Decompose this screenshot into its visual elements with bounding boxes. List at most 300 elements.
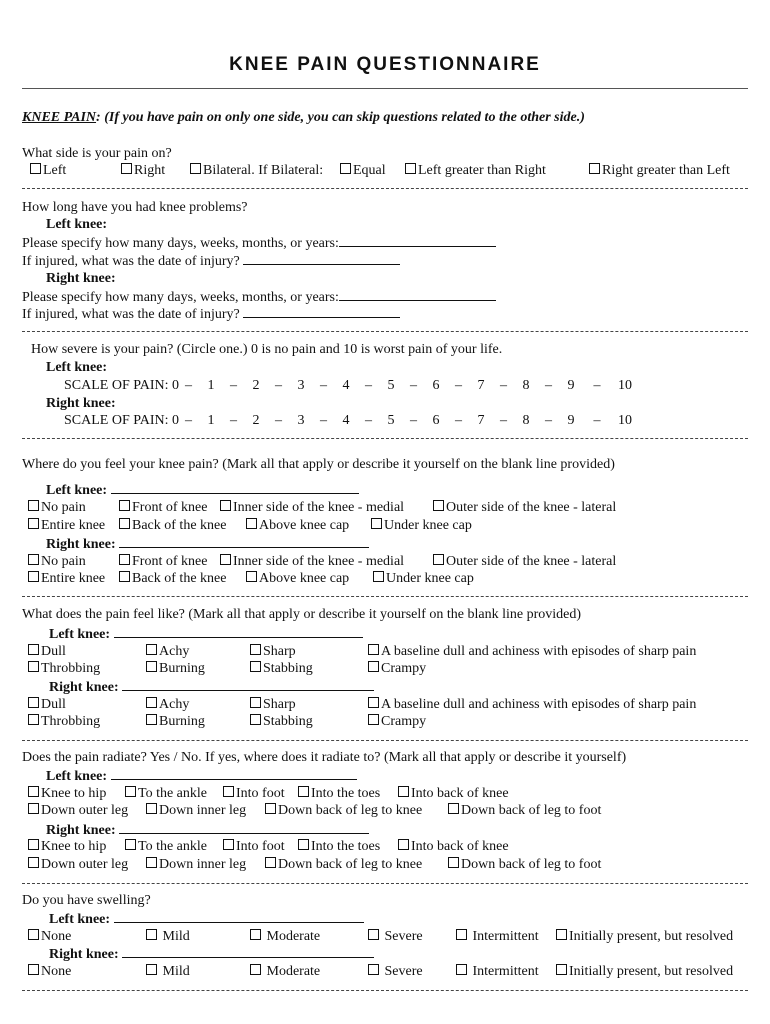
option-label: Stabbing bbox=[263, 661, 313, 676]
checkbox[interactable] bbox=[146, 661, 157, 672]
feel-left-row bbox=[49, 625, 363, 643]
duration-question: How long have you had knee problems? bbox=[22, 200, 248, 215]
option-label: Into foot bbox=[236, 839, 285, 854]
option-label: Down back of leg to knee bbox=[278, 857, 423, 872]
side-left-checkbox[interactable] bbox=[30, 163, 41, 174]
radiate-right-outer-leg[interactable] bbox=[28, 856, 128, 873]
option-label: Throbbing bbox=[41, 714, 101, 729]
option-label: Sharp bbox=[263, 697, 296, 712]
checkbox[interactable] bbox=[250, 929, 261, 940]
option-label: Into the toes bbox=[311, 839, 381, 854]
scale-sep: – bbox=[500, 413, 508, 428]
option-label: Entire knee bbox=[41, 571, 106, 586]
checkbox[interactable] bbox=[28, 661, 39, 672]
duration-left-injury-field[interactable] bbox=[243, 252, 400, 265]
option-label: Down outer leg bbox=[41, 857, 129, 872]
option-label: Above knee cap bbox=[259, 571, 350, 586]
side-right-greater-checkbox[interactable] bbox=[589, 163, 600, 174]
duration-left-injury bbox=[22, 252, 400, 270]
location-right-above[interactable] bbox=[246, 570, 349, 587]
option-label: Outer side of the knee - lateral bbox=[446, 554, 617, 569]
scale-sep: – bbox=[593, 378, 601, 393]
scale-5[interactable]: 5 bbox=[387, 413, 395, 428]
radiate-left-row bbox=[46, 767, 357, 785]
checkbox[interactable] bbox=[119, 518, 130, 529]
checkbox[interactable] bbox=[298, 839, 309, 850]
swelling-left-moderate[interactable] bbox=[250, 928, 320, 945]
swelling-left-mild[interactable] bbox=[146, 928, 190, 945]
swelling-left-field[interactable] bbox=[114, 910, 364, 923]
radiate-right-foot[interactable] bbox=[223, 838, 285, 855]
intro-text: : (If you have pain on only one side, you can skip questions related to the other side.) bbox=[96, 110, 585, 125]
checkbox[interactable] bbox=[119, 554, 130, 565]
option-label: Throbbing bbox=[41, 661, 101, 676]
radiate-right-back-to-foot[interactable] bbox=[448, 856, 601, 873]
scale-sep: – bbox=[230, 413, 238, 428]
feel-right-burning[interactable] bbox=[146, 713, 205, 730]
checkbox[interactable] bbox=[368, 714, 379, 725]
radiate-left-hip[interactable] bbox=[28, 785, 106, 802]
checkbox[interactable] bbox=[223, 786, 234, 797]
option-label: A baseline dull and achiness with episodes of sharp pain bbox=[381, 644, 697, 659]
swelling-right-moderate[interactable] bbox=[250, 963, 320, 980]
divider bbox=[22, 331, 748, 332]
scale-9[interactable]: 9 bbox=[567, 413, 575, 428]
checkbox[interactable] bbox=[119, 571, 130, 582]
side-bilateral-option[interactable] bbox=[190, 162, 323, 179]
title-rule bbox=[22, 88, 748, 89]
checkbox[interactable] bbox=[456, 929, 467, 940]
side-equal-option[interactable] bbox=[340, 162, 386, 179]
location-right-label: Right knee: bbox=[46, 537, 116, 552]
option-label: Down inner leg bbox=[159, 803, 247, 818]
option-label: To the ankle bbox=[138, 839, 207, 854]
location-left-entire[interactable] bbox=[28, 517, 105, 534]
scale-sep: – bbox=[545, 413, 553, 428]
swelling-right-intermittent[interactable] bbox=[456, 963, 539, 980]
side-left-greater-label: Left greater than Right bbox=[418, 163, 546, 178]
divider bbox=[22, 740, 748, 741]
scale-label: SCALE OF PAIN: 0 bbox=[64, 413, 180, 428]
side-equal-checkbox[interactable] bbox=[340, 163, 351, 174]
side-left-greater-checkbox[interactable] bbox=[405, 163, 416, 174]
radiate-right-inner-leg[interactable] bbox=[146, 856, 246, 873]
scale-3[interactable]: 3 bbox=[297, 413, 305, 428]
radiate-right-field[interactable] bbox=[119, 821, 369, 834]
feel-left-sharp[interactable] bbox=[250, 643, 296, 660]
radiate-question: Does the pain radiate? Yes / No. If yes, where does it radiate to? (Mark all that apply or describe it yourself) bbox=[22, 750, 627, 765]
feel-right-label: Right knee: bbox=[49, 680, 119, 695]
scale-10[interactable]: 10 bbox=[618, 413, 633, 428]
checkbox[interactable] bbox=[368, 964, 379, 975]
side-right-greater-label: Right greater than Left bbox=[602, 163, 730, 178]
option-label: Knee to hip bbox=[41, 839, 107, 854]
option-label: Burning bbox=[159, 661, 205, 676]
scale-sep: – bbox=[593, 413, 601, 428]
side-right-greater-option[interactable] bbox=[589, 162, 730, 179]
feel-right-field[interactable] bbox=[122, 678, 374, 691]
option-label: To the ankle bbox=[138, 786, 207, 801]
location-left-above[interactable] bbox=[246, 517, 349, 534]
swelling-question: Do you have swelling? bbox=[22, 893, 151, 908]
swelling-left-none[interactable] bbox=[28, 928, 71, 945]
side-question: What side is your pain on? bbox=[22, 146, 172, 161]
option-label: Outer side of the knee - lateral bbox=[446, 500, 617, 515]
checkbox[interactable] bbox=[371, 518, 382, 529]
location-right-inner[interactable] bbox=[220, 553, 404, 570]
option-label: Intermittent bbox=[472, 929, 539, 944]
checkbox[interactable] bbox=[28, 714, 39, 725]
option-label: Burning bbox=[159, 714, 205, 729]
scale-sep: – bbox=[185, 413, 193, 428]
checkbox[interactable] bbox=[373, 571, 384, 582]
option-label: None bbox=[41, 964, 72, 979]
option-label: Knee to hip bbox=[41, 786, 107, 801]
scale-sep: – bbox=[230, 378, 238, 393]
checkbox[interactable] bbox=[28, 857, 39, 868]
radiate-left-back-knee[interactable] bbox=[398, 785, 509, 802]
scale-6[interactable]: 6 bbox=[432, 413, 440, 428]
duration-left-label: Left knee: bbox=[46, 217, 108, 232]
scale-sep: – bbox=[365, 378, 373, 393]
swelling-right-none[interactable] bbox=[28, 963, 71, 980]
option-label: Crampy bbox=[381, 661, 427, 676]
option-label: Front of knee bbox=[132, 554, 208, 569]
option-label: Dull bbox=[41, 644, 66, 659]
swelling-left-initially[interactable] bbox=[556, 928, 733, 945]
checkbox[interactable] bbox=[398, 786, 409, 797]
side-left-option[interactable] bbox=[30, 162, 66, 179]
option-label: Back of the knee bbox=[132, 518, 227, 533]
radiate-left-ankle[interactable] bbox=[125, 785, 207, 802]
checkbox[interactable] bbox=[28, 500, 39, 511]
radiate-left-outer-leg[interactable] bbox=[28, 802, 128, 819]
checkbox[interactable] bbox=[146, 964, 157, 975]
location-question: Where do you feel your knee pain? (Mark all that apply or describe it yourself on the blank line provided) bbox=[22, 457, 615, 472]
option-label: Severe bbox=[384, 929, 423, 944]
checkbox[interactable] bbox=[125, 786, 136, 797]
scale-1[interactable]: 1 bbox=[207, 413, 215, 428]
swelling-right-severe[interactable] bbox=[368, 963, 423, 980]
checkbox[interactable] bbox=[28, 786, 39, 797]
severity-left-scale[interactable] bbox=[64, 377, 640, 394]
checkbox[interactable] bbox=[28, 839, 39, 850]
side-bilateral-checkbox[interactable] bbox=[190, 163, 201, 174]
checkbox[interactable] bbox=[265, 857, 276, 868]
checkbox[interactable] bbox=[556, 929, 567, 940]
checkbox[interactable] bbox=[246, 571, 257, 582]
swelling-right-initially[interactable] bbox=[556, 963, 733, 980]
checkbox[interactable] bbox=[368, 661, 379, 672]
side-bilateral-label: Bilateral. If Bilateral: bbox=[203, 163, 324, 178]
checkbox[interactable] bbox=[246, 518, 257, 529]
checkbox[interactable] bbox=[220, 500, 231, 511]
option-label: Moderate bbox=[266, 964, 321, 979]
location-left-field[interactable] bbox=[111, 481, 359, 494]
feel-right-stabbing[interactable] bbox=[250, 713, 313, 730]
checkbox[interactable] bbox=[265, 803, 276, 814]
checkbox[interactable] bbox=[368, 929, 379, 940]
scale-sep: – bbox=[320, 413, 328, 428]
checkbox[interactable] bbox=[250, 697, 261, 708]
option-label: Inner side of the knee - medial bbox=[233, 554, 405, 569]
feel-right-row bbox=[49, 678, 374, 696]
duration-left-specify bbox=[22, 234, 496, 252]
feel-right-throbbing[interactable] bbox=[28, 713, 100, 730]
duration-right-injury-field[interactable] bbox=[243, 305, 400, 318]
scale-7[interactable]: 7 bbox=[477, 413, 485, 428]
intro bbox=[22, 109, 585, 126]
scale-sep: – bbox=[275, 413, 283, 428]
feel-right-sharp[interactable] bbox=[250, 696, 296, 713]
option-label: Down inner leg bbox=[159, 857, 247, 872]
option-label: Achy bbox=[159, 697, 190, 712]
radiate-left-inner-leg[interactable] bbox=[146, 802, 246, 819]
option-label: No pain bbox=[41, 554, 86, 569]
option-label: Into back of knee bbox=[411, 786, 509, 801]
checkbox[interactable] bbox=[433, 500, 444, 511]
checkbox[interactable] bbox=[28, 929, 39, 940]
scale-sep: – bbox=[455, 378, 463, 393]
checkbox[interactable] bbox=[28, 554, 39, 565]
option-label: Front of knee bbox=[132, 500, 208, 515]
scale-6[interactable]: 6 bbox=[432, 378, 440, 393]
divider bbox=[22, 883, 748, 884]
swelling-right-mild[interactable] bbox=[146, 963, 190, 980]
location-right-field[interactable] bbox=[119, 535, 369, 548]
divider bbox=[22, 188, 748, 189]
feel-right-dull[interactable] bbox=[28, 696, 66, 713]
location-left-back[interactable] bbox=[119, 517, 226, 534]
radiate-right-label: Right knee: bbox=[46, 823, 116, 838]
feel-left-achy[interactable] bbox=[146, 643, 189, 660]
duration-right-injury bbox=[22, 305, 400, 323]
checkbox[interactable] bbox=[368, 644, 379, 655]
location-right-front[interactable] bbox=[119, 553, 207, 570]
feel-left-dull[interactable] bbox=[28, 643, 66, 660]
radiate-left-back-to-foot[interactable] bbox=[448, 802, 601, 819]
option-label: Sharp bbox=[263, 644, 296, 659]
feel-left-stabbing[interactable] bbox=[250, 660, 313, 677]
radiate-right-back-to-knee[interactable] bbox=[265, 856, 422, 873]
location-right-outer[interactable] bbox=[433, 553, 616, 570]
checkbox[interactable] bbox=[146, 929, 157, 940]
checkbox[interactable] bbox=[448, 857, 459, 868]
duration-specify-text: Please specify how many days, weeks, months, or years: bbox=[22, 290, 339, 305]
scale-sep: – bbox=[320, 378, 328, 393]
feel-right-crampy[interactable] bbox=[368, 713, 426, 730]
duration-right-specify bbox=[22, 288, 496, 306]
duration-left-specify-field[interactable] bbox=[339, 234, 496, 247]
checkbox[interactable] bbox=[28, 803, 39, 814]
location-left-under[interactable] bbox=[371, 517, 472, 534]
feel-right-achy[interactable] bbox=[146, 696, 189, 713]
location-right-under[interactable] bbox=[373, 570, 474, 587]
swelling-right-field[interactable] bbox=[122, 945, 374, 958]
scale-2[interactable]: 2 bbox=[252, 413, 260, 428]
swelling-left-label: Left knee: bbox=[49, 912, 111, 927]
option-label: Intermittent bbox=[472, 964, 539, 979]
scale-sep: – bbox=[185, 378, 193, 393]
option-label: Into the toes bbox=[311, 786, 381, 801]
scale-label: SCALE OF PAIN: 0 bbox=[64, 378, 180, 393]
checkbox[interactable] bbox=[250, 661, 261, 672]
checkbox[interactable] bbox=[28, 644, 39, 655]
checkbox[interactable] bbox=[368, 697, 379, 708]
scale-sep: – bbox=[275, 378, 283, 393]
option-label: Down back of leg to foot bbox=[461, 803, 602, 818]
radiate-right-hip[interactable] bbox=[28, 838, 106, 855]
scale-9[interactable]: 9 bbox=[567, 378, 575, 393]
feel-left-throbbing[interactable] bbox=[28, 660, 100, 677]
radiate-right-ankle[interactable] bbox=[125, 838, 207, 855]
radiate-left-toes[interactable] bbox=[298, 785, 380, 802]
location-left-inner[interactable] bbox=[220, 499, 404, 516]
side-right-label: Right bbox=[134, 163, 166, 178]
feel-question: What does the pain feel like? (Mark all that apply or describe it yourself on the blank line provided) bbox=[22, 607, 582, 622]
option-label: Initially present, but resolved bbox=[569, 929, 734, 944]
location-right-no-pain[interactable] bbox=[28, 553, 86, 570]
duration-injury-text: If injured, what was the date of injury? bbox=[22, 307, 240, 322]
scale-sep: – bbox=[365, 413, 373, 428]
radiate-right-toes[interactable] bbox=[298, 838, 380, 855]
side-equal-label: Equal bbox=[353, 163, 386, 178]
checkbox[interactable] bbox=[433, 554, 444, 565]
feel-left-burning[interactable] bbox=[146, 660, 205, 677]
option-label: Initially present, but resolved bbox=[569, 964, 734, 979]
swelling-right-label: Right knee: bbox=[49, 947, 119, 962]
side-left-greater-option[interactable] bbox=[405, 162, 546, 179]
duration-right-label: Right knee: bbox=[46, 271, 116, 286]
option-label: Inner side of the knee - medial bbox=[233, 500, 405, 515]
checkbox[interactable] bbox=[220, 554, 231, 565]
severity-left-label: Left knee: bbox=[46, 360, 108, 375]
side-right-option[interactable] bbox=[121, 162, 165, 179]
checkbox[interactable] bbox=[146, 697, 157, 708]
severity-question: How severe is your pain? (Circle one.) 0 is no pain and 10 is worst pain of your life. bbox=[31, 342, 503, 357]
swelling-right-row bbox=[49, 945, 374, 963]
location-right-entire[interactable] bbox=[28, 570, 105, 587]
checkbox[interactable] bbox=[146, 714, 157, 725]
scale-1[interactable]: 1 bbox=[207, 378, 215, 393]
location-left-no-pain[interactable] bbox=[28, 499, 86, 516]
option-label: Down back of leg to knee bbox=[278, 803, 423, 818]
option-label: Down outer leg bbox=[41, 803, 129, 818]
severity-right-scale[interactable] bbox=[64, 412, 640, 429]
swelling-left-intermittent[interactable] bbox=[456, 928, 539, 945]
page-title: KNEE PAIN QUESTIONNAIRE bbox=[229, 54, 541, 75]
checkbox[interactable] bbox=[28, 518, 39, 529]
feel-left-label: Left knee: bbox=[49, 627, 111, 642]
checkbox[interactable] bbox=[28, 697, 39, 708]
scale-sep: – bbox=[455, 413, 463, 428]
option-label: Severe bbox=[384, 964, 423, 979]
option-label: Into foot bbox=[236, 786, 285, 801]
checkbox[interactable] bbox=[146, 803, 157, 814]
scale-sep: – bbox=[410, 413, 418, 428]
radiate-left-field[interactable] bbox=[111, 767, 357, 780]
location-left-front[interactable] bbox=[119, 499, 207, 516]
divider bbox=[22, 990, 748, 991]
option-label: No pain bbox=[41, 500, 86, 515]
checkbox[interactable] bbox=[28, 571, 39, 582]
option-label: A baseline dull and achiness with episodes of sharp pain bbox=[381, 697, 697, 712]
option-label: Entire knee bbox=[41, 518, 106, 533]
option-label: Crampy bbox=[381, 714, 427, 729]
checkbox[interactable] bbox=[250, 644, 261, 655]
duration-specify-text: Please specify how many days, weeks, months, or years: bbox=[22, 236, 339, 251]
checkbox[interactable] bbox=[556, 964, 567, 975]
radiate-left-foot[interactable] bbox=[223, 785, 285, 802]
option-label: Under knee cap bbox=[386, 571, 474, 586]
scale-sep: – bbox=[410, 378, 418, 393]
intro-label: KNEE PAIN bbox=[22, 110, 97, 125]
checkbox[interactable] bbox=[146, 857, 157, 868]
option-label: Mild bbox=[162, 929, 190, 944]
option-label: Dull bbox=[41, 697, 66, 712]
radiate-right-row bbox=[46, 821, 369, 839]
checkbox[interactable] bbox=[146, 644, 157, 655]
checkbox[interactable] bbox=[250, 964, 261, 975]
side-left-label: Left bbox=[43, 163, 67, 178]
scale-8[interactable]: 8 bbox=[522, 378, 530, 393]
option-label: Into back of knee bbox=[411, 839, 509, 854]
checkbox[interactable] bbox=[456, 964, 467, 975]
radiate-right-back-knee[interactable] bbox=[398, 838, 509, 855]
swelling-left-severe[interactable] bbox=[368, 928, 423, 945]
divider bbox=[22, 438, 748, 439]
location-right-back[interactable] bbox=[119, 570, 226, 587]
checkbox[interactable] bbox=[448, 803, 459, 814]
scale-sep: – bbox=[500, 378, 508, 393]
checkbox[interactable] bbox=[119, 500, 130, 511]
scale-7[interactable]: 7 bbox=[477, 378, 485, 393]
feel-left-crampy[interactable] bbox=[368, 660, 426, 677]
option-label: None bbox=[41, 929, 72, 944]
radiate-left-label: Left knee: bbox=[46, 769, 108, 784]
scale-3[interactable]: 3 bbox=[297, 378, 305, 393]
side-right-checkbox[interactable] bbox=[121, 163, 132, 174]
scale-8[interactable]: 8 bbox=[522, 413, 530, 428]
option-label: Mild bbox=[162, 964, 190, 979]
scale-10[interactable]: 10 bbox=[618, 378, 633, 393]
location-left-label: Left knee: bbox=[46, 483, 108, 498]
checkbox[interactable] bbox=[125, 839, 136, 850]
duration-injury-text: If injured, what was the date of injury? bbox=[22, 254, 240, 269]
swelling-left-row bbox=[49, 910, 364, 928]
checkbox[interactable] bbox=[28, 964, 39, 975]
duration-right-specify-field[interactable] bbox=[339, 288, 496, 301]
checkbox[interactable] bbox=[398, 839, 409, 850]
feel-right-baseline[interactable] bbox=[368, 696, 696, 713]
option-label: Above knee cap bbox=[259, 518, 350, 533]
checkbox[interactable] bbox=[223, 839, 234, 850]
feel-left-field[interactable] bbox=[114, 625, 363, 638]
location-left-row bbox=[46, 481, 359, 499]
checkbox[interactable] bbox=[298, 786, 309, 797]
severity-right-label: Right knee: bbox=[46, 396, 116, 411]
scale-4[interactable]: 4 bbox=[342, 413, 350, 428]
feel-left-baseline[interactable] bbox=[368, 643, 696, 660]
radiate-left-back-to-knee[interactable] bbox=[265, 802, 422, 819]
divider bbox=[22, 596, 748, 597]
scale-sep: – bbox=[545, 378, 553, 393]
scale-4[interactable]: 4 bbox=[342, 378, 350, 393]
scale-5[interactable]: 5 bbox=[387, 378, 395, 393]
checkbox[interactable] bbox=[250, 714, 261, 725]
scale-2[interactable]: 2 bbox=[252, 378, 260, 393]
location-left-outer[interactable] bbox=[433, 499, 616, 516]
